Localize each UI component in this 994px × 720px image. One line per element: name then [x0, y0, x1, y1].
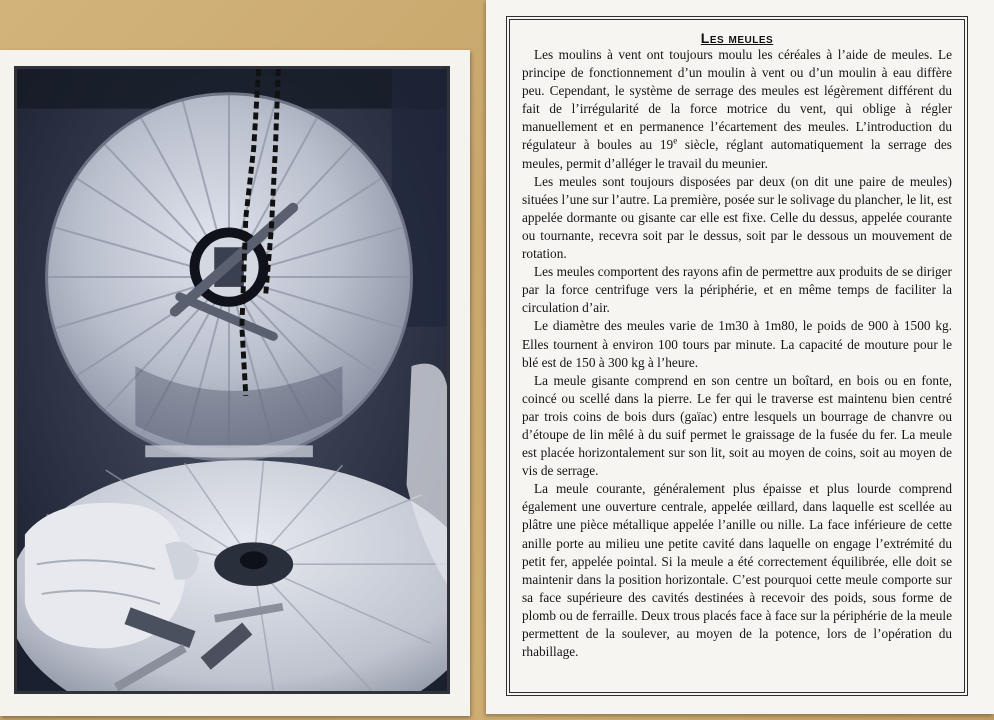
paragraph-4: Le diamètre des meules varie de 1m30 à 1m80, le poids de 900 à 1500 kg. Elles tournent à environ 100 tours par minute. La capacité de mouture pour le blé est de 150 à 300 kg à l’heure.: [522, 318, 952, 370]
millstone-photo: [14, 66, 450, 694]
paragraph-1: [522, 46, 952, 173]
millstone-photo-illustration: [17, 69, 447, 691]
superscript-e: e: [673, 136, 678, 147]
document-title: Les meules: [700, 30, 774, 46]
paragraph-1-text-b: siècle, réglant automatiquement la serrage des meules, permit d’alléger le travail du meunier.: [522, 137, 952, 171]
photo-card: [0, 50, 470, 716]
paragraph-6: La meule courante, généralement plus épaisse et plus lourde comprend également une ouverture centrale, appelée œillard, dans laquelle est scellée au plâtre une pièce métallique appelée l’anille ou nille. La face inférieure de cette anille porte au milieu une petite cavité dans laquelle on engage l’extrémité du petit fer, appelée pointal. Si la meule a été correctement équilibrée, elle doit se maintenir dans la position horizontale. C’est pourquoi cette meule comporte sur sa face supérieure des cavités destinées à recevoir des poids, sous forme de plomb ou de ferraille. Deux trous placés face à face sur la périphérie de la meule permettent de la soulever, au moyen de la potence, lors de l’opération du rhabillage.: [522, 481, 952, 660]
paragraph-1-text-a: Les moulins à vent ont toujours moulu les céréales à l’aide de meules. Le principe de fonctionnement d’un moulin à vent ou d’un moulin à eau diffère peu. Cependant, le système de serrage des meules est légèrement différent du fait de l’irrégularité de la force motrice du vent, qui oblige à régler manuellement et en permanence l’écartement des meules. L’introduction du régulateur à boules au 19: [522, 47, 952, 153]
paragraph-5: La meule gisante comprend en son centre un boîtard, en bois ou en fonte, coincé ou scellé dans la pierre. Le fer qui le traverse est maintenu bien centré par trois coins de bois durs (gaïac) entre lesquels un bourrage de chanvre ou d’étoupe de lin mêlé à du suif permet le graissage de la fusée du fer. La meule est placée horizontalement sur son lit, soit au moyen de coins, soit au moyen de vis de serrage.: [522, 372, 952, 479]
paragraph-2: Les meules sont toujours disposées par deux (on dit une paire de meules) situées l’une sur l’autre. La première, posée sur le solivage du plancher, le lit, est appelée dormante ou gisante car elle est fixe. Celle du dessus, appelée courante ou tournante, recevra soit par le dessus, soit par le dessous un mouvement de rotation.: [522, 173, 952, 262]
text-card: [486, 0, 994, 714]
runner-stone: [47, 94, 412, 460]
paragraph-3: Les meules comportent des rayons afin de permettre aux produits de se diriger par la force centrifuge vers la périphérie, et en même temps de faciliter la circulation d’air.: [522, 264, 952, 316]
text-frame: [506, 16, 968, 696]
